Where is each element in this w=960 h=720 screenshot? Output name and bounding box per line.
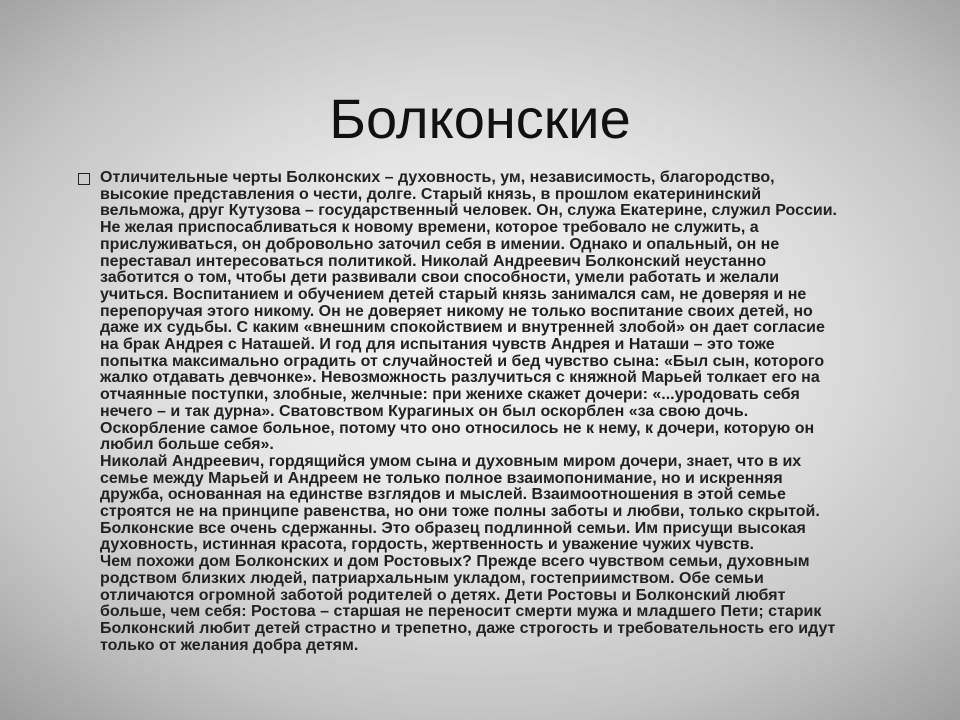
- text-line: Чем похожи дом Болконских и дом Ростовых? Прежде всего чувством семьи, духовным: [100, 553, 810, 571]
- bullet-item: [100, 170, 940, 654]
- text-line: даже их судьбы. С каким «внешним спокойствием и внутренней злобой» он дает согласие: [100, 319, 825, 337]
- text-line: родством близких людей, патриархальным укладом, гостеприимством. Обе семьи: [100, 569, 764, 587]
- bullet-text: [100, 170, 940, 654]
- text-line: попытка максимально оградить от случайностей и бед чувство сына: «Был сын, которого: [100, 352, 825, 370]
- text-line: Николай Андреевич, гордящийся умом сына и духовным миром дочери, знает, что в их: [100, 452, 802, 470]
- text-line: заботится о том, чтобы дети развивали свои способности, умели работать и желали: [100, 269, 780, 287]
- text-line: любил больше себя».: [100, 436, 274, 454]
- text-line: вельможа, друг Кутузова – государственный человек. Он, служа Екатерине, служил России.: [100, 202, 837, 220]
- text-line: только от желания добра детям.: [100, 636, 359, 654]
- text-line: переставал интересоваться политикой. Николай Андреевич Болконский неустанно: [100, 252, 767, 270]
- text-line: Не желая приспосабливаться к новому времени, которое требовало не служить, а: [100, 219, 759, 237]
- square-bullet-icon: [78, 173, 90, 185]
- text-line: строятся не на принципе равенства, но они тоже полны заботы и любви, только скрытой.: [100, 503, 820, 521]
- text-line: семье между Марьей и Андреем не только полное взаимопонимание, но и искренняя: [100, 469, 783, 487]
- text-line: перепоручая этого никому. Он не доверяет никому не только воспитание своих детей, но: [100, 302, 813, 320]
- text-line: учиться. Воспитанием и обучением детей старый князь занимался сам, не доверяя и не: [100, 285, 807, 303]
- text-line: отличаются огромной заботой родителей о детях. Дети Ростовы и Болконский любят: [100, 586, 786, 604]
- text-line: Оскорбление самое больное, потому что оно относилось не к нему, к дочери, которую он: [100, 419, 815, 437]
- slide-title: Болконские: [329, 86, 631, 150]
- text-line: Отличительные черты Болконских – духовность, ум, независимость, благородство,: [100, 169, 775, 186]
- text-line: высокие представления о чести, долге. Старый князь, в прошлом екатерининский: [100, 185, 762, 203]
- text-line: дружба, основанная на единстве взглядов и мыслей. Взаимоотношения в этой семье: [100, 486, 786, 504]
- text-line: жалко отдавать девчонке». Невозможность разлучиться с княжной Марьей толкает его на: [100, 369, 820, 387]
- text-line: отчаянные поступки, злобные, желчные: при женихе скажет дочери: «...уродовать себя: [100, 386, 800, 404]
- text-line: Болконский любит детей страстно и трепетно, даже строгость и требовательность его идут: [100, 619, 836, 637]
- text-line: на брак Андрея с Наташей. И год для испытания чувств Андрея и Наташи – это тоже: [100, 336, 775, 354]
- text-line: духовность, истинная красота, гордость, жертвенность и уважение чужих чувств.: [100, 536, 754, 554]
- text-line: прислуживаться, он добровольно заточил себя в имении. Однако и опальный, он не: [100, 235, 780, 253]
- text-line: нечего – и так дурна». Сватовством Курагиных он был оскорблен «за свою дочь.: [100, 402, 749, 420]
- text-line: Болконские все очень сдержанны. Это образец подлинной семьи. Им присущи высокая: [100, 519, 806, 537]
- text-line: больше, чем себя: Ростова – старшая не переносит смерти мужа и младшего Пети; старик: [100, 603, 822, 621]
